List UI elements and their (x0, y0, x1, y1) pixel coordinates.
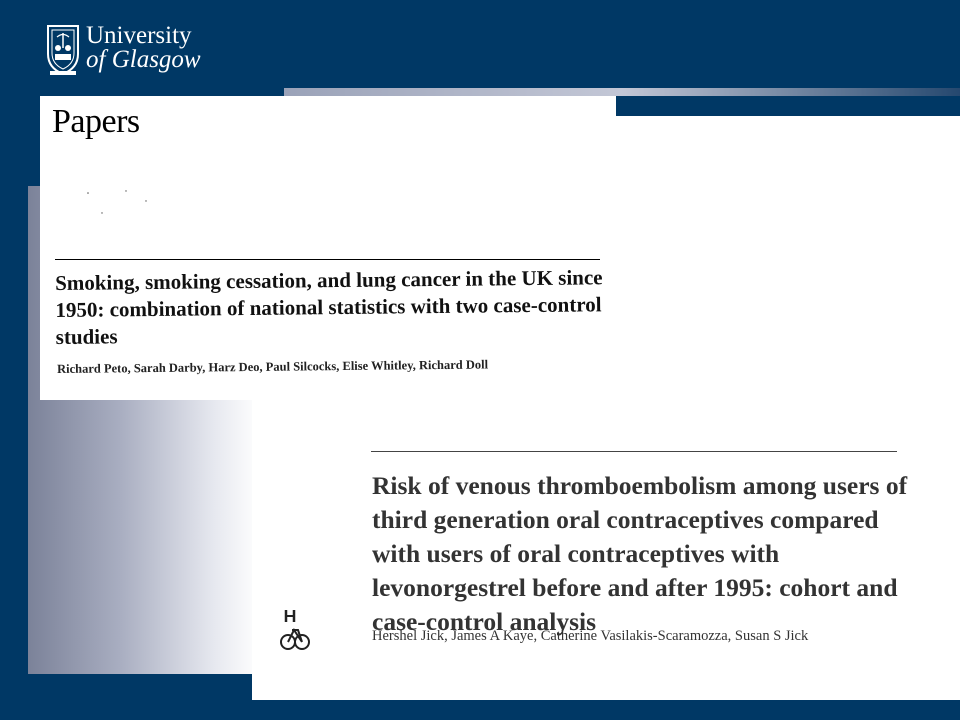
paper-2-rule (371, 451, 897, 452)
header-band (284, 88, 960, 96)
slide-title: Papers (52, 103, 140, 140)
crest-icon (46, 24, 80, 76)
print-specks (80, 185, 160, 225)
paper-1-title: Smoking, smoking cessation, and lung cancer in the UK since 1950: combination of national statistics with two case-control studies (55, 265, 603, 349)
paper-1-rule (55, 259, 600, 260)
university-logo (46, 24, 216, 80)
university-name (86, 24, 201, 72)
bicycle-icon (280, 608, 310, 654)
paper-2-title: Risk of venous thromboembolism among users of third generation oral contraceptives compared with users of oral contraceptives with levonorgestrel before and after 1995: cohort and case-control analysis (372, 471, 908, 636)
paper-1-page (40, 96, 616, 400)
logo-line-2: of Glasgow (86, 46, 201, 73)
paper-2-authors: Hershel Jick, James A Kaye, Catherine Vasilakis-Scaramozza, Susan S Jick (372, 628, 809, 644)
logo-line-1: University (86, 22, 192, 49)
paper-1-authors: Richard Peto, Sarah Darby, Harz Deo, Paul Silcocks, Elise Whitley, Richard Doll (57, 357, 489, 376)
